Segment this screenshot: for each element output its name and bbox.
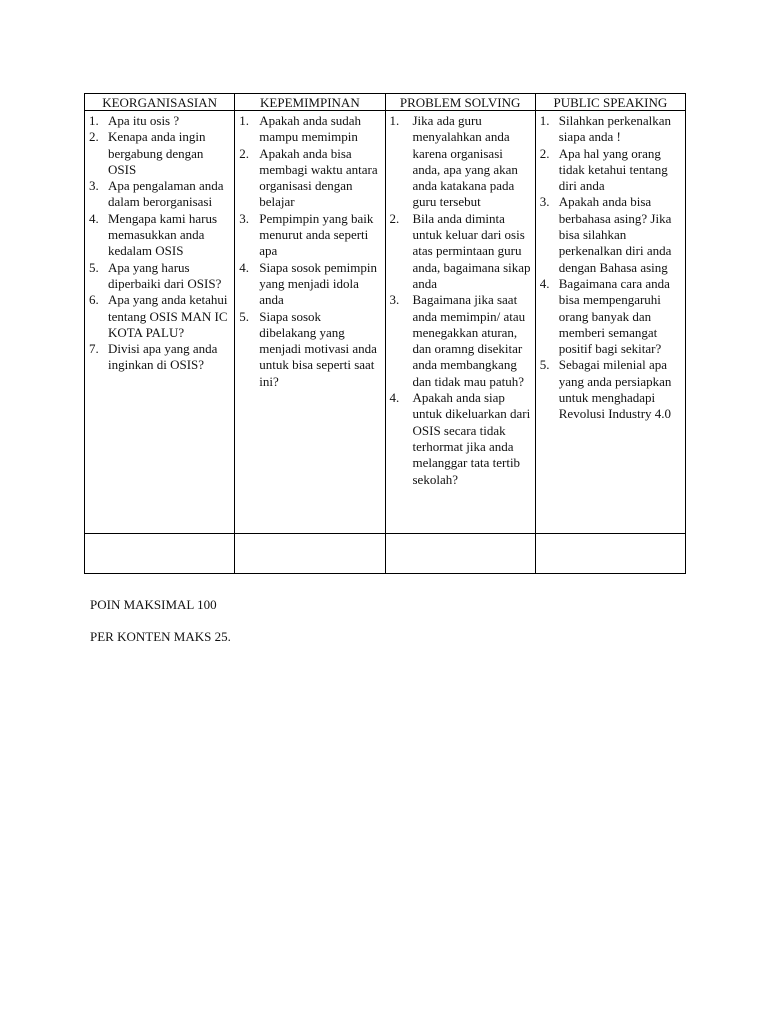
question-item [89, 129, 230, 178]
question-text: Apakah anda bisa berbahasa asing? Jika bisa silahkan perkenalkan diri anda dengan Bahasa asing [558, 194, 672, 275]
header-public-speaking: PUBLIC SPEAKING [535, 94, 685, 111]
question-text: Bagaimana jika saat anda memimpin/ atau menegakkan aturan, dan oramng disekitar anda membangkang dan tidak mau patuh? [412, 292, 526, 389]
public-speaking-question-list [536, 111, 685, 423]
question-number: 1. [389, 113, 400, 128]
score-cell-problem-solving [385, 534, 535, 574]
question-item [89, 178, 230, 211]
question-text: Sebagai milenial apa yang anda persiapkan untuk menghadapi Revolusi Industry 4.0 [558, 357, 672, 422]
public-speaking-cell [535, 111, 685, 534]
question-number: 3. [239, 210, 249, 226]
question-text: Mengapa kami harus memasukkan anda kedalam OSIS [108, 210, 218, 259]
question-text: Apakah anda siap untuk dikeluarkan dari OSIS secara tidak terhormat jika anda melanggar tata tertib sekolah? [412, 390, 531, 487]
question-item [540, 113, 681, 146]
question-number: 2. [539, 145, 550, 161]
question-number: 2. [89, 129, 99, 145]
question-text: Bila anda diminta untuk keluar dari osis atas permintaan guru anda, bagaimana sikap anda [412, 210, 531, 291]
question-text: Divisi apa yang anda inginkan di OSIS? [108, 341, 218, 373]
question-number: 4. [389, 390, 400, 406]
question-item [239, 211, 380, 260]
question-item [540, 357, 681, 422]
question-item [89, 260, 230, 293]
question-text: Apa hal yang orang tidak ketahui tentang diri anda [558, 145, 668, 194]
kepemimpinan-cell [235, 111, 385, 534]
question-number: 1. [539, 113, 550, 128]
question-number: 3. [539, 194, 550, 210]
question-item [89, 292, 230, 341]
per-content-note: PER KONTEN MAKS 25. [90, 629, 231, 644]
question-item [239, 260, 380, 309]
question-number: 2. [239, 145, 249, 161]
question-number: 1. [89, 113, 99, 128]
header-kepemimpinan: KEPEMIMPINAN [235, 94, 385, 111]
kepemimpinan-question-list [235, 111, 384, 390]
question-text: Apa pengalaman anda dalam berorganisasi [108, 178, 224, 210]
question-number: 6. [89, 292, 99, 308]
question-item [390, 211, 531, 292]
question-item [239, 146, 380, 211]
score-cell-public-speaking [535, 534, 685, 574]
question-item [89, 113, 230, 129]
question-number: 5. [539, 357, 550, 373]
keorganisasian-cell [85, 111, 235, 534]
question-item [89, 211, 230, 260]
questions-row [85, 111, 686, 534]
question-item [239, 113, 380, 146]
problem-solving-cell [385, 111, 535, 534]
question-text: Apa yang anda ketahui tentang OSIS MAN IC KOTA PALU? [108, 292, 228, 340]
keorganisasian-question-list [85, 111, 234, 374]
max-points-note: POIN MAKSIMAL 100 [90, 597, 217, 612]
question-number: 5. [89, 259, 99, 275]
question-number: 7. [89, 341, 99, 357]
question-number: 3. [89, 178, 99, 194]
question-item [540, 146, 681, 195]
question-text: Apa yang harus diperbaiki dari OSIS? [108, 259, 222, 291]
question-text: Siapa sosok dibelakang yang menjadi motivasi anda untuk bisa seperti saat ini? [259, 308, 377, 389]
question-number: 4. [239, 259, 249, 275]
question-text: Pempimpin yang baik menurut anda seperti apa [259, 210, 374, 259]
score-row [85, 534, 686, 574]
header-keorganisasian: KEORGANISASIAN [85, 94, 235, 111]
question-text: Jika ada guru menyalahkan anda karena organisasi anda, apa yang akan anda katakana pada guru tersebut [412, 113, 518, 210]
question-text: Apakah anda bisa membagi waktu antara organisasi dengan belajar [259, 145, 378, 210]
score-cell-keorganisasian [85, 534, 235, 574]
question-text: Apa itu osis ? [108, 113, 180, 128]
question-number: 4. [539, 275, 550, 291]
table-header-row [85, 94, 686, 111]
header-problem-solving: PROBLEM SOLVING [385, 94, 535, 111]
question-number: 5. [239, 308, 249, 324]
question-text: Siapa sosok pemimpin yang menjadi idola anda [259, 259, 377, 308]
question-number: 4. [89, 210, 99, 226]
question-number: 1. [239, 113, 249, 128]
question-item [390, 113, 531, 211]
score-cell-kepemimpinan [235, 534, 385, 574]
question-text: Kenapa anda ingin bergabung dengan OSIS [108, 129, 206, 177]
question-number: 2. [389, 210, 400, 226]
question-text: Silahkan perkenalkan siapa anda ! [558, 113, 672, 145]
question-number: 3. [389, 292, 400, 308]
question-item [89, 341, 230, 374]
problem-solving-question-list [386, 111, 535, 488]
question-text: Bagaimana cara anda bisa mempengaruhi orang banyak dan memberi semangat positif bagi sekitar? [558, 275, 670, 357]
question-text: Apakah anda sudah mampu memimpin [259, 113, 362, 145]
question-item [540, 194, 681, 275]
question-item [390, 292, 531, 390]
question-item [390, 390, 531, 488]
question-item [239, 309, 380, 390]
interview-questions-table [84, 93, 686, 574]
question-item [540, 276, 681, 357]
